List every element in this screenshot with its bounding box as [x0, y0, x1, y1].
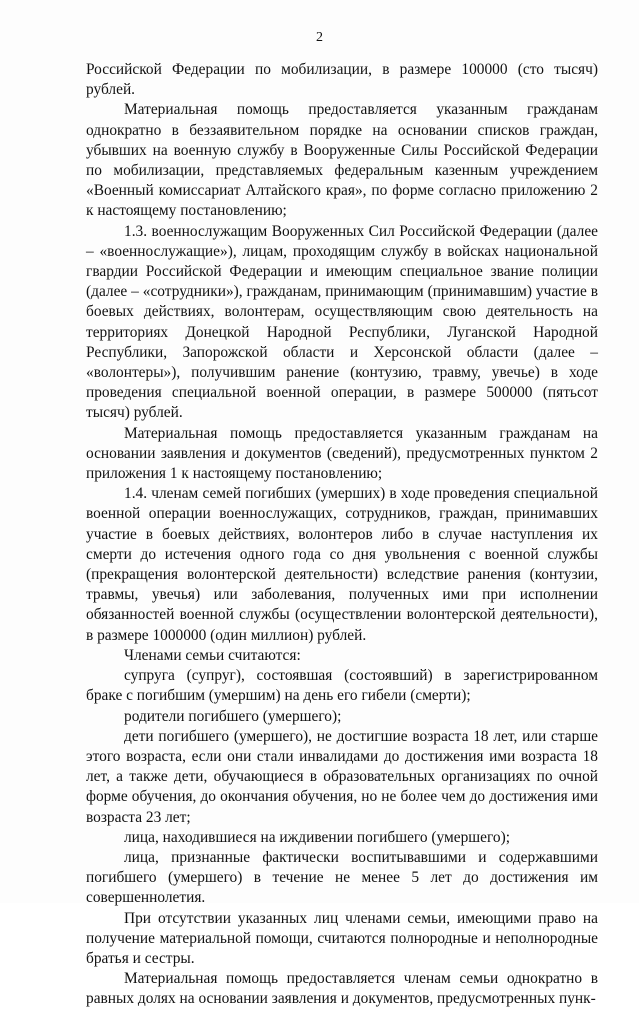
document-body: [86, 60, 598, 1010]
paragraph: Членами семьи считаются:: [124, 646, 301, 664]
paragraph-continuation: Российской Федерации по мобилизации, в размере 100000 (сто тысяч) рублей.: [86, 61, 598, 99]
paragraph: Материальная помощь предоставляется членам семьи однократно в равных долях на основании заявления и документов, предусмотренных пунк-: [86, 970, 598, 1008]
paragraph-item-1-3: 1.3. военнослужащим Вооруженных Сил Российской Федерации (далее – «военнослужащие»), лицам, проходящим службу в войсках национальной гвардии Российской Федерации и имеющим специальное звание полиции (далее – «сотрудники»), гражданам, принимающим (принимавшим) участие в боевых действиях, волонтерам, осуществляющим свою деятельность на территориях Донецкой Народной Республики, Луганской Народной Республики, Запорожской области и Херсонской области (далее – «волонтеры»), получившим ранение (контузию, травму, увечье) в ходе проведения специальной военной операции, в размере 500000 (пятьсот тысяч) рублей.: [86, 222, 598, 422]
paragraph-item-1-4: 1.4. членам семей погибших (умерших) в ходе проведения специальной военной операции военнослужащих, сотрудников, граждан, принимавших участие в боевых действиях, волонтеров либо в случае наступления их смерти до истечения одного года со дня увольнения с военной службы (прекращения волонтерской деятельности) вследствие ранения (контузии, травмы, увечья) или заболевания, полученных ими при исполнении обязанностей военной службы (осуществлении волонтерской деятельности), в размере 1000000 (один миллион) рублей.: [86, 485, 598, 644]
paragraph: дети погибшего (умершего), не достигшие возраста 18 лет, или старше этого возраста, если они стали инвалидами до достижения ими возраста 18 лет, а также дети, обучающиеся в образовательных организациях по очной форме обучения, до окончания обучения, но не более чем до достижения ими возраста 23 лет;: [86, 727, 598, 826]
paragraph: При отсутствии указанных лиц членами семьи, имеющими право на получение материальной помощи, считаются полнородные и неполнородные братья и сестры.: [86, 909, 598, 967]
page-number: 2: [316, 30, 323, 45]
paragraph: лица, находившиеся на иждивении погибшего (умершего);: [124, 828, 510, 846]
paragraph: Материальная помощь предоставляется указанным гражданам на основании заявления и документов (сведений), предусмотренных пунктом 2 приложения 1 к настоящему постановлению;: [86, 424, 598, 483]
paragraph: родители погибшего (умершего);: [124, 707, 342, 725]
paragraph: Материальная помощь предоставляется указанным гражданам однократно в беззаявительном порядке на основании списков граждан, убывших на военную службу в Вооруженные Силы Российской Федерации по мобилизации, представляемых федеральным казенным учреждением «Военный комиссариат Алтайского края», по форме согласно приложению 2 к настоящему постановлению;: [86, 101, 598, 220]
paragraph: лица, признанные фактически воспитывавшими и содержавшими погибшего (умершего) в течение не менее 5 лет до достижения им совершеннолетия.: [86, 848, 598, 907]
paragraph: супруга (супруг), состоявшая (состоявший) в зарегистрированном браке с погибшим (умершим) на день его гибели (смерти);: [86, 667, 598, 705]
